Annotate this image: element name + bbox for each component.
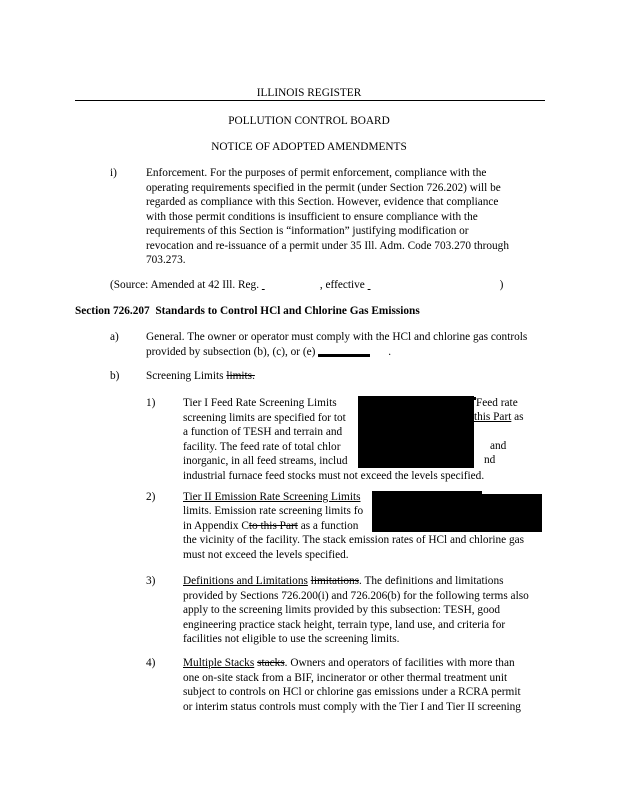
- sub2-struck: to this Part: [248, 519, 298, 532]
- item-a-line2-post: .: [388, 345, 392, 358]
- item-a-label: a): [110, 331, 119, 343]
- source-prefix: (Source: Amended at 42 Ill. Reg.: [110, 279, 262, 291]
- sub3-title: Definitions and Limitations: [183, 575, 308, 587]
- sub2-line: must not exceed the levels specified.: [183, 548, 349, 561]
- sub3-line: facilities not eligible to use the screening limits.: [183, 633, 400, 645]
- sub3-line: provided by Sections 726.200(i) and 726.206(b) for the following terms also: [183, 589, 529, 602]
- sub1-line: a function of TESH and terrain and: [183, 426, 343, 438]
- notice-heading: NOTICE OF ADOPTED AMENDMENTS: [211, 141, 407, 153]
- sub2-line: the vicinity of the facility. The stack emission rates of HCl and chlorine gas: [183, 534, 525, 546]
- source-note: [110, 278, 503, 293]
- sub1-fragment: nd: [484, 454, 496, 466]
- sub1-line: inorganic, in all feed streams, includ: [183, 455, 348, 467]
- sub4-struck: stacks: [257, 657, 285, 669]
- item-i-line: Enforcement. For the purposes of permit enforcement, compliance with the: [146, 167, 487, 179]
- item-b-label: b): [110, 370, 120, 382]
- item-b-text: Screening Limits: [146, 370, 224, 382]
- sub1-line: industrial furnace feed stocks must not exceed the levels specified.: [183, 469, 485, 482]
- sub2-line2-tail: as a function: [297, 519, 359, 532]
- sub1-fragment: this Part: [474, 411, 512, 423]
- redaction-block: [358, 396, 474, 468]
- sub3-line: engineering practice stack height, terrain type, land use, and criteria for: [183, 618, 506, 631]
- item-i-line: 703.273.: [146, 254, 186, 266]
- item-i-line: regarded as compliance with this Section. However, evidence that compliance: [146, 196, 499, 208]
- item-a-paragraph: [146, 330, 527, 359]
- sub4-line: or interim status controls must comply with the Tier I and Tier II screening: [183, 700, 521, 713]
- sub3-struck: limitations: [310, 575, 360, 587]
- sub4-line: one on-site stack from a BIF, incinerator or other thermal treatment unit: [183, 671, 508, 684]
- item-a-redaction: [318, 347, 370, 357]
- sub3-line: [183, 574, 529, 589]
- source-reg-blank: [262, 278, 320, 293]
- sub2-label: 2): [146, 491, 156, 503]
- item-i-line: revocation and re-issuance of a permit under 35 Ill. Adm. Code 703.270 through: [146, 239, 509, 252]
- source-effective-blank: [368, 278, 500, 293]
- sub1-fragment: Feed rate: [476, 397, 518, 409]
- sub3-line: apply to the screening limits provided by this subsection: TESH, good: [183, 604, 501, 616]
- item-i-label: i): [110, 167, 117, 179]
- item-i-paragraph: [146, 166, 509, 268]
- item-a-line: General. The owner or operator must comply with the HCl and chlorine gas controls: [146, 331, 528, 343]
- item-b-title: [146, 369, 255, 384]
- header-rule: [75, 100, 545, 101]
- sub1-fragment: as: [514, 411, 524, 423]
- section-heading: [75, 304, 420, 319]
- sub2-title: Tier II Emission Rate Screening Limits: [183, 491, 361, 503]
- sub4-label: 4): [146, 657, 156, 669]
- sub3-label: 3): [146, 575, 156, 587]
- sub1-label: 1): [146, 397, 156, 409]
- redaction-strike: [372, 491, 482, 494]
- sub1-line: screening limits are specified for tot: [183, 411, 346, 424]
- sub4-title: Multiple Stacks: [183, 657, 255, 669]
- item-a-line2-pre: provided by subsection (b), (c), or (e): [146, 345, 319, 358]
- sub1-line: facility. The feed rate of total chlor: [183, 440, 341, 453]
- sub3-paragraph: [183, 574, 529, 647]
- sub4-line: subject to controls on HCl or chlorine gas emissions under a RCRA permit: [183, 686, 521, 698]
- sub2-line2: in Appendix C: [183, 519, 249, 532]
- item-i-line: operating requirements specified in the permit (under Section 726.202) will be: [146, 181, 501, 194]
- item-a-line2: [146, 345, 527, 360]
- item-b-struck: limits.: [226, 370, 255, 382]
- source-middle: , effective: [319, 279, 368, 291]
- section-number: Section 726.207: [75, 305, 150, 317]
- sub4-paragraph: [183, 656, 521, 714]
- source-suffix: ): [499, 279, 504, 291]
- sub1-fragment: and: [490, 440, 507, 452]
- item-i-line: requirements of this Section is “information” justifying modification or: [146, 225, 469, 237]
- sub2-line1: limits. Emission rate screening limits fo: [183, 505, 364, 517]
- redaction-block: [372, 494, 542, 532]
- redaction-strike: [358, 397, 476, 400]
- sub4-line: [183, 656, 521, 671]
- sub1-fragment-row: [474, 410, 524, 425]
- section-title: Standards to Control HCl and Chlorine Gas Emissions: [155, 305, 420, 317]
- register-heading: ILLINOIS REGISTER: [256, 87, 362, 99]
- sub1-line: Tier I Feed Rate Screening Limits: [183, 397, 337, 409]
- board-heading: POLLUTION CONTROL BOARD: [228, 115, 390, 127]
- item-i-line: with those permit conditions is insufficient to ensure compliance with the: [146, 210, 478, 223]
- sub3-line1: . The definitions and limitations: [359, 575, 504, 587]
- sub4-line1: . Owners and operators of facilities with more than: [284, 657, 515, 669]
